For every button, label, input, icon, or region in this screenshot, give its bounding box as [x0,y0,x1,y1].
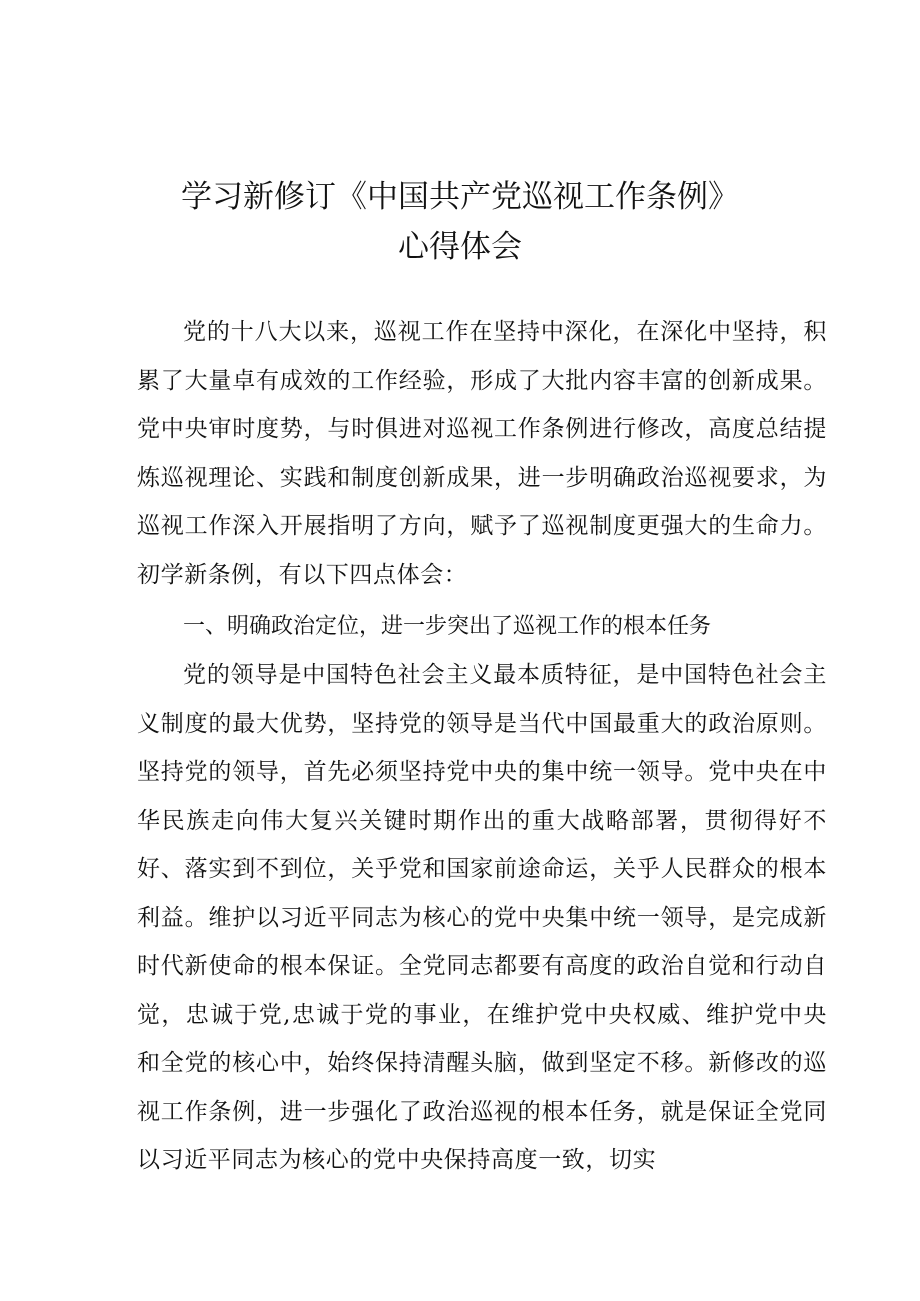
section-heading-1: 一、明确政治定位，进一步突出了巡视工作的根本任务 [183,614,712,639]
intro-paragraph: 党的十八大以来，巡视工作在坚持中深化，在深化中坚持，积累了大量卓有成效的工作经验，形成了大批内容丰富的创新成果。党中央审时度势，与时俱进对巡视工作条例进行修改，高度总结提炼巡视理论、实践和制度创新成果，进一步明确政治巡视要求，为巡视工作深入开展指明了方向，赋予了巡视制度更强大的生命力。初学新条例，有以下四点体会： [137,319,827,588]
document-title-line-2: 心得体会 [398,229,522,265]
document-title-line-1: 学习新修订《中国共产党巡视工作条例》 [181,179,739,215]
section-1-paragraph: 党的领导是中国特色社会主义最本质特征，是中国特色社会主义制度的最大优势，坚持党的领导是当代中国最重大的政治原则。坚持党的领导，首先必须坚持党中央的集中统一领导。党中央在中华民族走向伟大复兴关键时期作出的重大战略部署，贯彻得好不好、落实到不到位，关乎党和国家前途命运，关乎人民群众的根本利益。维护以习近平同志为核心的党中央集中统一领导，是完成新时代新使命的根本保证。全党同志都要有高度的政治自觉和行动自觉，忠诚于党,忠诚于党的事业，在维护党中央权威、维护党中央和全党的核心中，始终保持清醒头脑，做到坚定不移。新修改的巡视工作条例，进一步强化了政治巡视的根本任务，就是保证全党同以习近平同志为核心的党中央保持高度一致，切实 [137,662,827,1173]
